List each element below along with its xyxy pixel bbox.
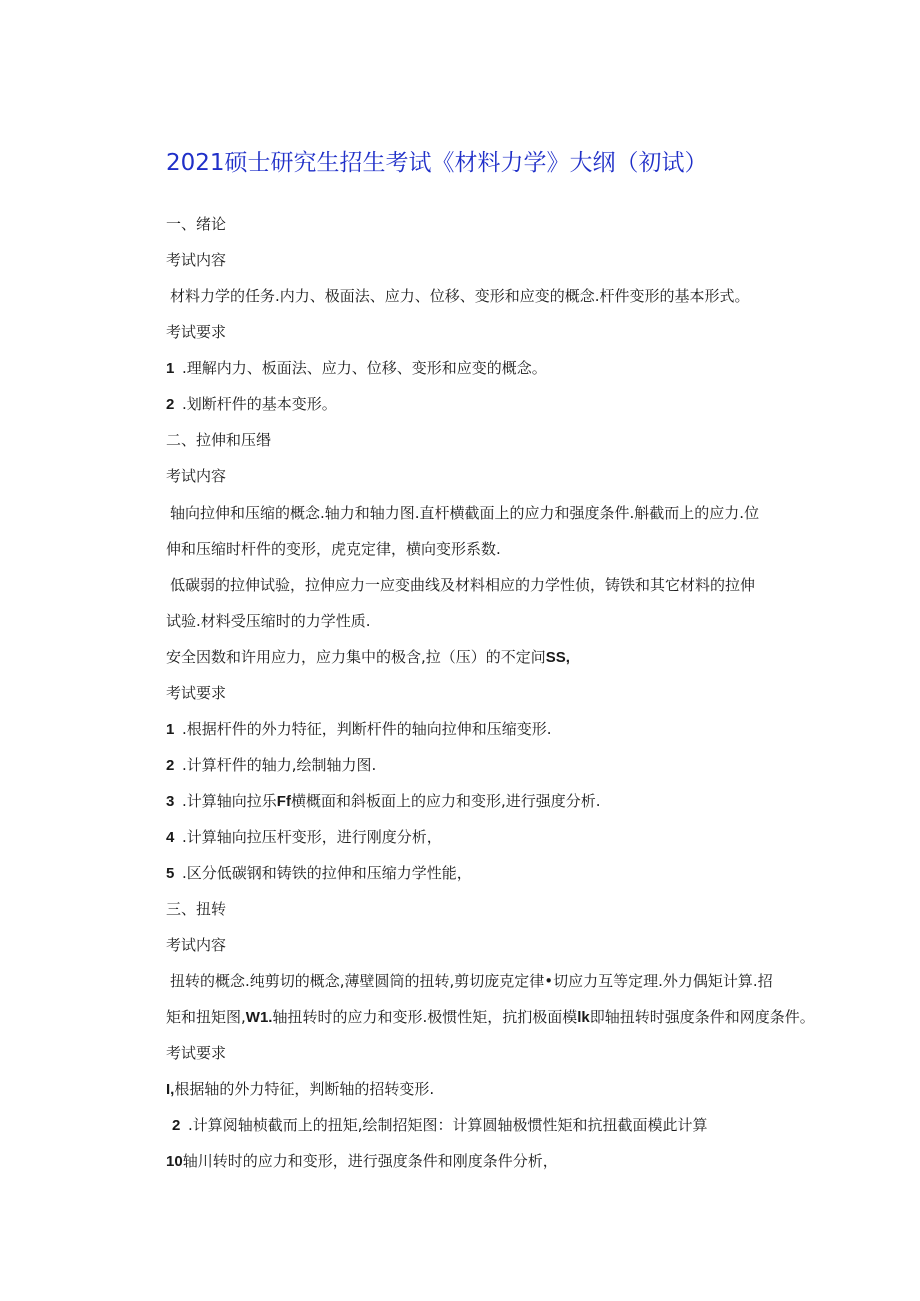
section-3-requirement-2-continued [166,1151,558,1172]
section-2-requirement-2 [166,755,376,776]
item-text: .区分低碳钢和铸铁的拉伸和压缩力学性能， [182,864,472,882]
section-1-requirements-label: 考试要求 [166,323,227,341]
section-1-content-text: 材料力学的任务.内力、极面法、应力、位移、变形和应变的概念.杆件变形的基本形式。 [170,287,750,305]
item-text: 横概面和斜板面上的应力和变形,进行强度分析. [290,792,601,810]
section-2-heading: 二、拉伸和压缗 [166,431,272,449]
item-number: 1 [166,360,175,377]
item-text: .计算轴向拉乐 [182,792,277,810]
paragraph-text: 轴扭转时的应力和变形.极惯性矩，抗扪极面模 [272,1008,578,1026]
page-title: 2021硕士研究生招生考试《材料力学》大纲（初试） [166,150,708,176]
paragraph-text: 矩和扭矩图, [166,1008,246,1026]
section-1-requirement-1 [166,358,547,379]
paragraph-bold-text: W1. [245,1009,273,1026]
section-3-requirements-label: 考试要求 [166,1044,227,1062]
item-number: I, [166,1081,175,1098]
section-2-requirement-1 [166,719,552,740]
paragraph-text: 安全因数和许用应力，应力集中的极含,拉（压）的不定问 [166,648,546,666]
item-text: .计算杆件的轴力,绘制轴力图. [182,756,377,774]
item-bold-text: Ff [276,793,291,810]
item-number: 1 [166,721,175,738]
section-1-heading: 一、绪论 [166,215,227,233]
section-2-requirement-5 [166,863,472,884]
item-number: 2 [166,757,175,774]
item-number: 5 [166,865,175,882]
section-3-content-line1: 扭转的概念.纯剪切的概念,薄壁圆筒的扭转,剪切庞克定律•切应力互等定理.外力偶矩计算.招 [170,972,773,990]
section-3-content-label: 考试内容 [166,936,227,954]
item-text: .根据杆件的外力特征，判断杆件的轴向拉伸和压缩变形. [182,720,552,738]
section-3-content-line2 [166,1007,815,1028]
section-2-content-p1-line2: 伸和压缩时杆件的变形，虎克定律，横向变形系数. [166,540,501,558]
item-text: 根据轴的外力特征，判断轴的招转变形. [174,1080,435,1098]
item-number: 2 [172,1117,181,1134]
section-2-content-p1-line1: 轴向拉伸和压缩的概念.轴力和轴力图.直杆横截面上的应力和强度条件.斛截而上的应力.位 [170,504,760,522]
section-2-requirement-4 [166,827,442,848]
item-text: .理解内力、板面法、应力、位移、变形和应变的概念。 [182,359,547,377]
section-2-content-p2-line1: 低碳弱的拉伸试验，拉伸应力一应变曲线及材料相应的力学性侦，铸铁和其它材料的拉伸 [170,576,756,594]
section-3-heading: 三、扭转 [166,900,227,918]
section-2-content-p3 [166,647,570,668]
section-2-content-label: 考试内容 [166,467,227,485]
paragraph-text: 即轴扭转时强度条件和网度条件。 [589,1008,815,1026]
item-number: 3 [166,793,175,810]
section-3-requirement-1 [166,1079,434,1100]
section-1-requirement-2 [166,394,337,415]
item-text: 轴川转时的应力和变形，进行强度条件和刚度条件分析， [182,1152,558,1170]
item-bold-text: 10 [166,1153,183,1170]
section-1-content-label: 考试内容 [166,251,227,269]
paragraph-bold-text: SS, [545,649,570,666]
item-text: .计算阅轴桢截而上的扭矩,绘制招矩图：计算圆轴极惯性矩和抗扭截面模此计算 [188,1116,708,1134]
item-number: 2 [166,396,175,413]
section-2-requirement-3 [166,791,601,812]
item-text: .计算轴向拉压杆变形，进行刚度分析， [182,828,442,846]
item-number: 4 [166,829,175,846]
section-2-content-p2-line2: 试验.材料受压缩时的力学性质. [166,612,371,630]
paragraph-bold-text: lk [577,1009,590,1026]
section-3-requirement-2 [172,1115,708,1136]
section-2-requirements-label: 考试要求 [166,684,227,702]
item-text: .划断杆件的基本变形。 [182,395,337,413]
